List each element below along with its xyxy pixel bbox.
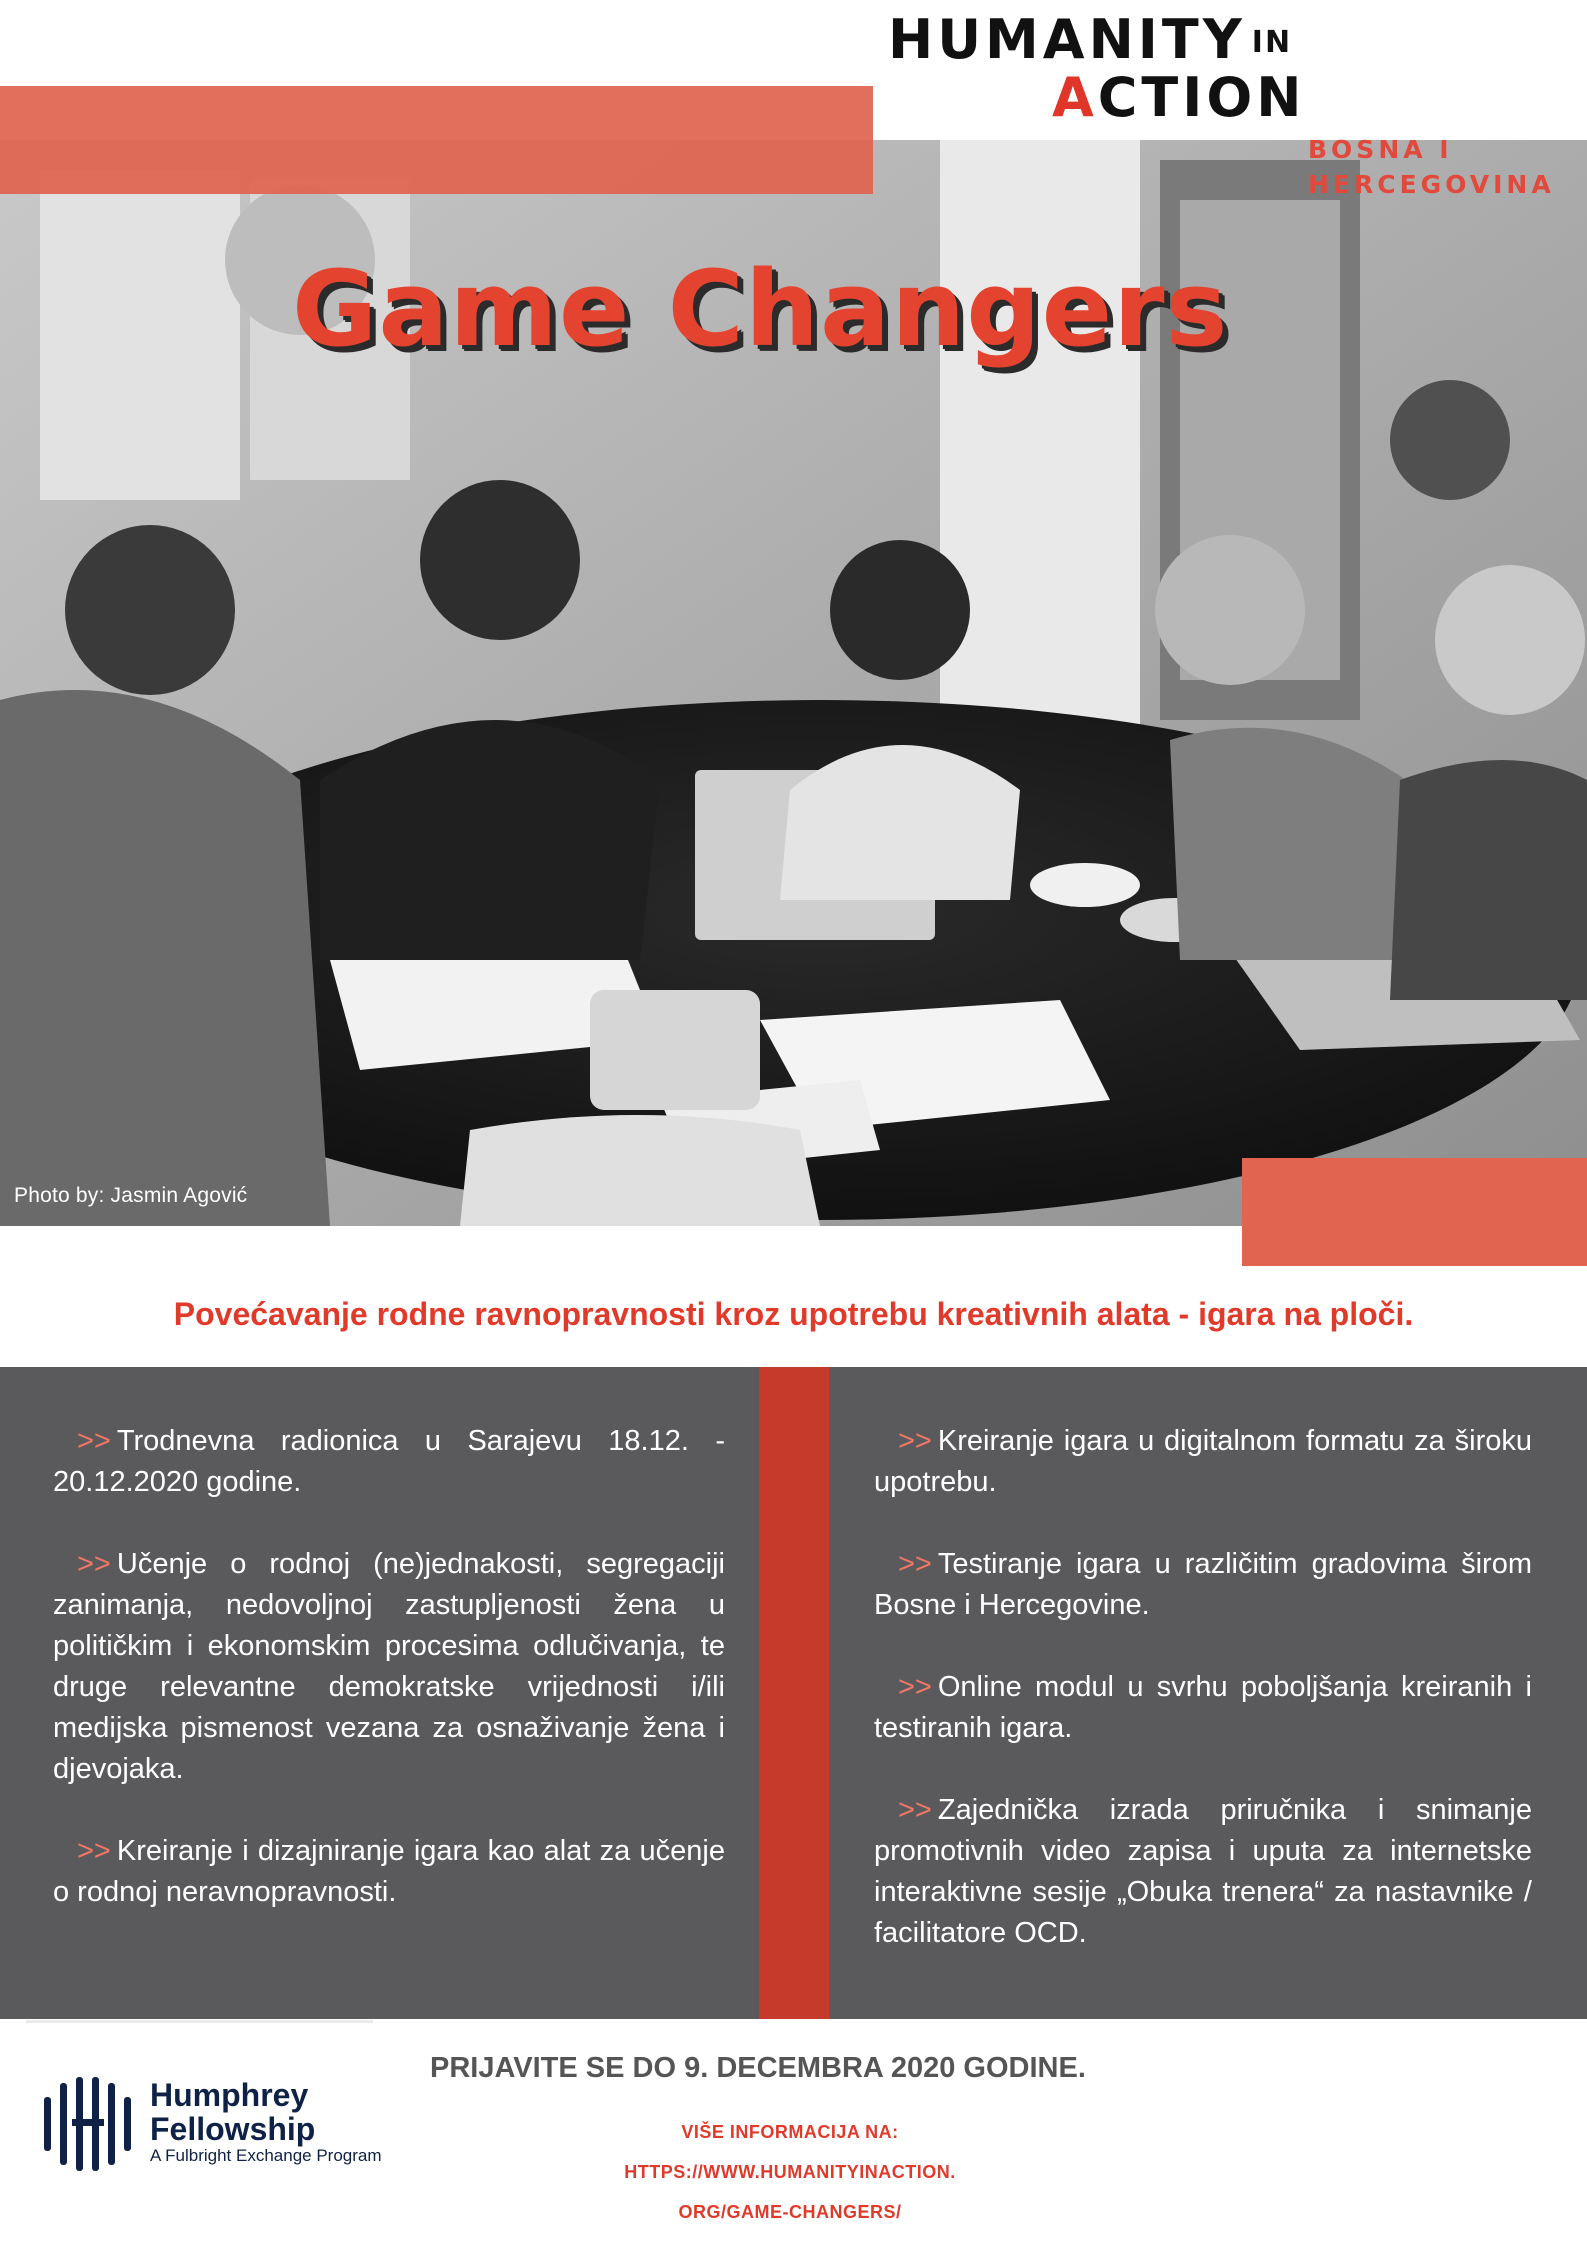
arrow-marker: >> bbox=[898, 1425, 932, 1457]
sponsor-name-line1: Humphrey bbox=[150, 2077, 309, 2113]
arrow-marker: >> bbox=[898, 1794, 932, 1826]
footer-divider bbox=[26, 2020, 373, 2023]
more-info-url-line2[interactable]: ORG/GAME-CHANGERS/ bbox=[678, 2202, 902, 2222]
sponsor-tagline: A Fulbright Exchange Program bbox=[150, 2146, 382, 2165]
logo-humanity bbox=[888, 8, 1292, 71]
bottom-accent-bar bbox=[1242, 1158, 1587, 1266]
logo-word-humanity: HUMANITY bbox=[888, 8, 1246, 71]
logo-action: ACTION bbox=[1052, 66, 1306, 129]
list-item bbox=[874, 1667, 1532, 1749]
left-column bbox=[53, 1421, 725, 1954]
arrow-marker: >> bbox=[898, 1548, 932, 1580]
list-item-text: Testiranje igara u različitim gradovima širom Bosne i Hercegovine. bbox=[874, 1548, 1532, 1621]
list-item bbox=[53, 1544, 725, 1790]
photo-credit: Photo by: Jasmin Agović bbox=[14, 1184, 248, 1207]
list-item bbox=[53, 1421, 725, 1503]
more-info-label: VIŠE INFORMACIJA NA: bbox=[681, 2122, 899, 2142]
sponsor-name bbox=[150, 2078, 315, 2146]
arrow-marker: >> bbox=[77, 1835, 111, 1867]
right-column bbox=[874, 1421, 1532, 1995]
logo-region bbox=[1308, 132, 1555, 202]
poster-title: Game Changers bbox=[292, 248, 1229, 370]
list-item-text: Kreiranje igara u digitalnom formatu za široku upotrebu. bbox=[874, 1425, 1532, 1498]
center-divider-bar bbox=[759, 1367, 829, 2019]
list-item bbox=[53, 1831, 725, 1913]
arrow-marker: >> bbox=[77, 1425, 111, 1457]
more-info-url-line1[interactable]: HTTPS://WWW.HUMANITYINACTION. bbox=[624, 2162, 956, 2182]
logo-word-in: IN bbox=[1251, 25, 1293, 60]
list-item-text: Online modul u svrhu poboljšanja kreiranih i testiranih igara. bbox=[874, 1671, 1532, 1744]
list-item-text: Trodnevna radionica u Sarajevu 18.12. - 20.12.2020 godine. bbox=[53, 1425, 725, 1498]
poster-subtitle: Povećavanje rodne ravnopravnosti kroz upotrebu kreativnih alata - igara na ploči. bbox=[173, 1296, 1414, 1332]
arrow-marker: >> bbox=[77, 1548, 111, 1580]
application-deadline: PRIJAVITE SE DO 9. DECEMBRA 2020 GODINE. bbox=[430, 2052, 1086, 2084]
list-item bbox=[874, 1421, 1532, 1503]
list-item bbox=[874, 1544, 1532, 1626]
logo-accent-letter: A bbox=[1052, 66, 1098, 129]
list-item bbox=[874, 1790, 1532, 1954]
list-item-text: Kreiranje i dizajniranje igara kao alat za učenje o rodnoj neravnopravnosti. bbox=[53, 1835, 725, 1908]
logo-region-line1: BOSNA I bbox=[1308, 135, 1453, 164]
photo-divider bbox=[0, 1226, 1242, 1266]
more-info bbox=[560, 2112, 1020, 2232]
top-accent-bar bbox=[0, 86, 873, 194]
info-panels bbox=[0, 1367, 1587, 2019]
arrow-marker: >> bbox=[898, 1671, 932, 1703]
sponsor-name-line2: Fellowship bbox=[150, 2111, 316, 2147]
list-item-text: Učenje o rodnoj (ne)jednakosti, segregaciji zanimanja, nedovoljnoj zastupljenosti žena u političkim i ekonomskim procesima odlučivanja, te druge relevantne demokratske vrijednosti i/ili medijska pismenost vezana za osnaživanje žena i djevojaka. bbox=[53, 1548, 725, 1785]
list-item-text: Zajednička izrada priručnika i snimanje promotivnih video zapisa i uputa za internetske interaktivne sesije „Obuka trenera“ za nastavnike / facilitatore OCD. bbox=[874, 1794, 1532, 1949]
logo-region-line2: HERCEGOVINA bbox=[1308, 170, 1555, 199]
